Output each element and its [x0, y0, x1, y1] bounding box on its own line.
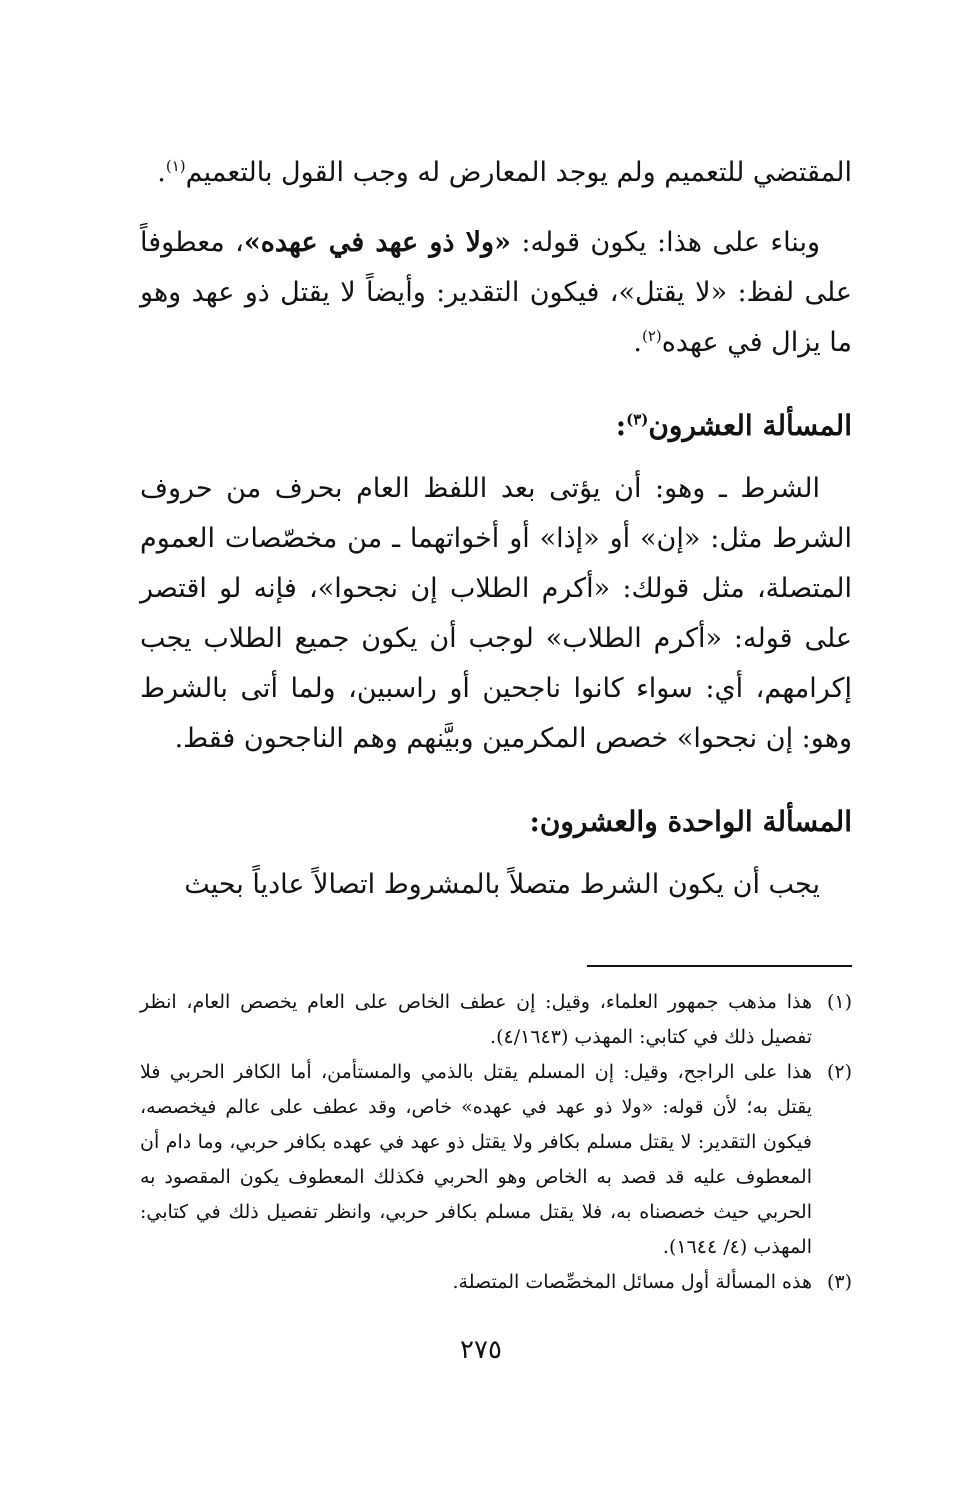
paragraph-2-text-b: ، معطوفاً على لفظ: «لا يقتل»، فيكون التقدير: وأيضاً لا يقتل ذو عهد وهو ما يزال في عهده — [140, 227, 852, 358]
main-text — [140, 148, 852, 930]
paragraph-3: الشرط ـ وهو: أن يؤتى بعد اللفظ العام بحرف من حروف الشرط مثل: «إن» أو «إذا» أو أخواتهما ـ من مخصّصات العموم المتصلة، مثل قولك: «أكرم الطلاب إن نجحوا»، فإنه لو اقتصر على قوله: «أكرم الطلاب» لوجب أن يكون جميع الطلاب يجب إكرامهم، أي: سواء كانوا ناجحين أو راسبين، ولما أتى بالشرط وهو: إن نجحوا» خصص المكرمين وبيَّنهم وهم الناجحون فقط. — [140, 473, 852, 754]
footnote-text: هذا مذهب جمهور العلماء، وقيل: إن عطف الخاص على العام يخصص العام، انظر تفصيل ذلك في كتابي: المهذب (٤/١٦٤٣). — [140, 991, 812, 1048]
footnote-number: (٣) — [826, 1271, 852, 1293]
footnote-number: (٢) — [826, 1061, 852, 1083]
paragraph-4: يجب أن يكون الشرط متصلاً بالمشروط اتصالاً عادياً بحيث — [184, 869, 820, 900]
footnote-3 — [140, 1265, 852, 1300]
paragraph-2 — [140, 218, 852, 368]
footnote-text: هذه المسألة أول مسائل المخصِّصات المتصلة. — [452, 1271, 812, 1293]
heading-1-text: المسألة العشرون — [648, 409, 852, 442]
footnote-ref-1: (١) — [165, 157, 186, 175]
paragraph-1 — [140, 148, 852, 198]
footnote-2 — [140, 1055, 852, 1265]
footnotes — [140, 985, 852, 1300]
footnote-1 — [140, 985, 852, 1055]
footnote-divider — [587, 965, 852, 967]
heading-twentieth-issue — [140, 402, 852, 450]
heading-twenty-first-issue: المسألة الواحدة والعشرون: — [529, 805, 852, 838]
paragraph-1-text: المقتضي للتعميم ولم يوجد المعارض له وجب القول بالتعميم — [185, 157, 852, 188]
hadith-quote: «ولا ذو عهد في عهده» — [243, 227, 511, 258]
footnote-ref-3: (٣) — [626, 410, 649, 429]
footnote-ref-2: (٢) — [641, 327, 662, 345]
paragraph-2-end: . — [633, 327, 642, 358]
heading-1-end: : — [615, 409, 627, 442]
footnote-number: (١) — [826, 991, 852, 1013]
paragraph-2-text-a: وبناء على هذا: يكون قوله: — [510, 227, 820, 258]
page-number: ٢٧٥ — [460, 1335, 502, 1365]
footnote-text: هذا على الراجح، وقيل: إن المسلم يقتل بالذمي والمستأمن، أما الكافر الحربي فلا يقتل به؛ لأن قوله: «ولا ذو عهد في عهده» خاص، وقد عطف على عالم فيخصصه، فيكون التقدير: لا يقتل مسلم بكافر ولا يقتل ذو عهد في عهده بكافر حربي، وما دام أن المعطوف عليه قد قصد به الخاص وهو الحربي فكذلك المعطوف يكون المقصود به الحربي حيث خصصناه به، فلا يقتل مسلم بكافر حربي، وانظر تفصيل ذلك في كتابي: المهذب (٤/ ١٦٤٤). — [140, 1061, 812, 1258]
paragraph-1-end: . — [157, 157, 166, 188]
